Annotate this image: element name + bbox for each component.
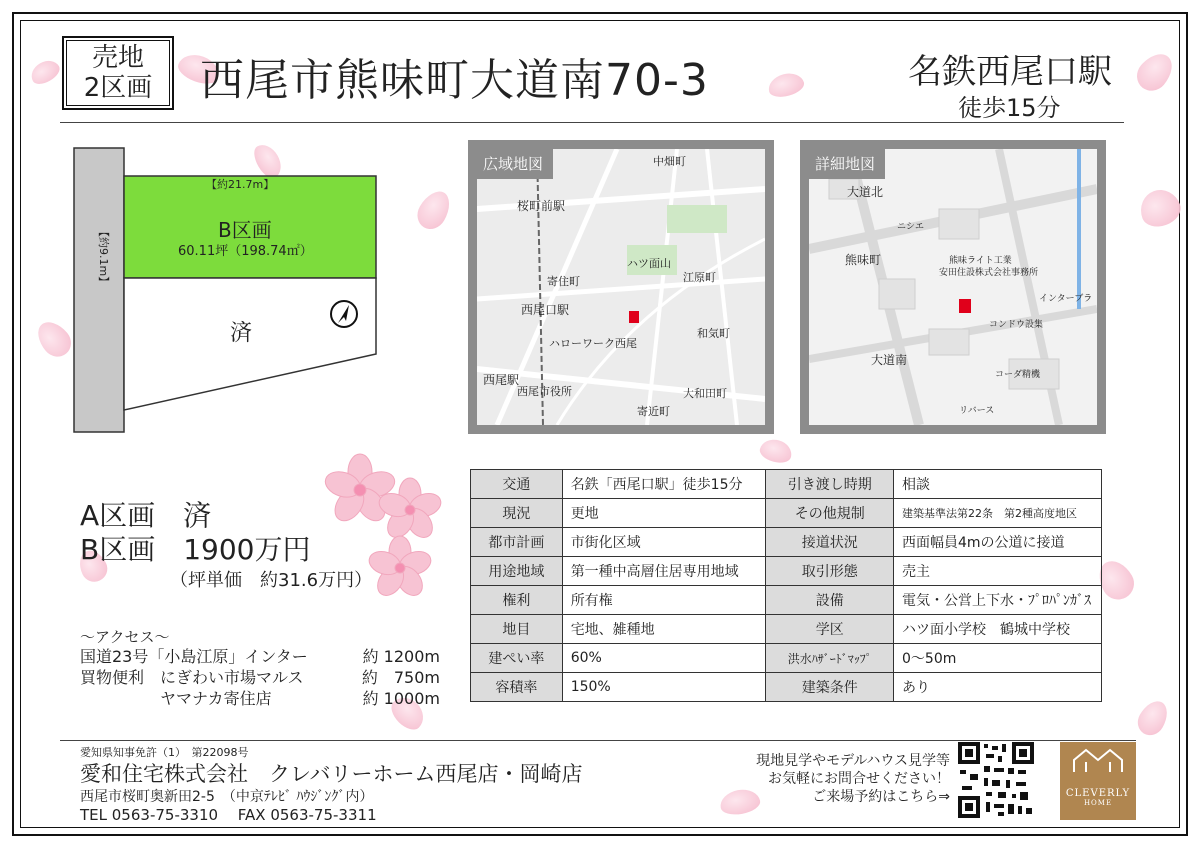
table-row xyxy=(471,499,1102,528)
table-value: 建築基準法第22条 第2種高度地区 xyxy=(894,499,1102,528)
table-row xyxy=(471,557,1102,586)
license-number: 愛知県知事免許（1） 第22098号 xyxy=(80,746,249,759)
access-row xyxy=(80,688,440,709)
contact-cta xyxy=(730,752,950,806)
table-key: 地目 xyxy=(471,615,563,644)
sale-badge xyxy=(66,40,170,106)
wide-map-label: 広域地図 xyxy=(477,149,553,179)
detail-map-place: 熊味ライト工業 xyxy=(949,256,1012,266)
plot-b-name: B区画 xyxy=(218,218,272,242)
wide-map-place: 寄住町 xyxy=(547,275,580,288)
table-value: 名鉄「西尾口駅」徒歩15分 xyxy=(562,470,766,499)
compass-icon xyxy=(331,301,357,327)
table-key: 現況 xyxy=(471,499,563,528)
wide-map-place: 寄近町 xyxy=(637,405,670,418)
access-distance: 約 1200m xyxy=(362,647,440,666)
access-label: 買物便利 にぎわい市場マルス xyxy=(80,668,304,687)
wide-map-place: ハツ面山 xyxy=(627,257,671,270)
detail-map-place: 安田住設株式会社事務所 xyxy=(939,268,1039,278)
table-key: 建築条件 xyxy=(766,673,894,702)
cta-line: 現地見学やモデルハウス見学等 xyxy=(756,753,950,769)
access-distance: 約 750m xyxy=(361,668,440,687)
access-heading: ～アクセス～ xyxy=(80,628,170,646)
table-row xyxy=(471,586,1102,615)
table-value: 更地 xyxy=(562,499,766,528)
wide-map-place: 西尾口駅 xyxy=(521,303,570,317)
access-label: 国道23号「小島江原」インター xyxy=(80,647,308,666)
plot-depth-label: 【約9.1m】 xyxy=(97,226,110,288)
access-row xyxy=(80,646,440,667)
table-row xyxy=(471,615,1102,644)
footer-divider xyxy=(60,740,1136,741)
table-row xyxy=(471,644,1102,673)
detail-map-canvas[interactable] xyxy=(809,149,1097,425)
detail-map-place: ニシエ xyxy=(897,222,925,232)
table-value: 西面幅員4mの公道に接道 xyxy=(894,528,1102,557)
detail-map-place: 大道北 xyxy=(847,185,884,199)
table-key: 学区 xyxy=(766,615,894,644)
house-logo-icon xyxy=(1060,742,1136,778)
company-address: 西尾市桜町奥新田2-5 （中京ﾃﾚﾋﾞ ﾊｳｼﾞﾝｸﾞ内） xyxy=(80,789,374,805)
wide-map-place: 和気町 xyxy=(697,327,730,340)
table-row xyxy=(471,673,1102,702)
table-key: 設備 xyxy=(766,586,894,615)
table-value: 150% xyxy=(562,673,766,702)
access-distance: 約 1000m xyxy=(362,689,440,708)
detail-map[interactable] xyxy=(800,140,1106,434)
wide-map-place: ハローワーク西尾 xyxy=(549,337,637,350)
detail-map-place: インターブラ xyxy=(1039,294,1093,304)
property-address-title: 西尾市熊味町大道南70-3 xyxy=(200,55,709,106)
detail-map-place: リバース xyxy=(959,406,995,416)
badge-line1: 売地 xyxy=(91,43,144,73)
plot-b-area-label: 60.11坪（198.74㎡） xyxy=(178,244,313,259)
logo-text: CLEVERLY xyxy=(1065,788,1131,799)
cta-line: お気軽にお問合せください！ xyxy=(768,771,950,787)
table-key: 容積率 xyxy=(471,673,563,702)
table-value: 60% xyxy=(562,644,766,673)
cta-line: ご来場予約はこちら⇒ xyxy=(812,789,950,805)
wide-map-place: 西尾駅 xyxy=(483,373,520,387)
nearest-station: 名鉄西尾口駅 xyxy=(908,52,1112,92)
access-list xyxy=(80,646,440,709)
table-value: 電気・公営上下水・ﾌﾟﾛﾊﾟﾝｶﾞｽ xyxy=(894,586,1102,615)
wide-map-place: 桜町前駅 xyxy=(517,199,566,213)
table-key: 洪水ﾊｻﾞｰﾄﾞﾏｯﾌﾟ xyxy=(766,644,894,673)
unit-price: （坪単価 約31.6万円） xyxy=(170,570,373,591)
plot-diagram xyxy=(70,146,390,436)
detail-map-place: コーダ精機 xyxy=(995,370,1041,380)
table-key: 取引形態 xyxy=(766,557,894,586)
cleverly-home-logo[interactable] xyxy=(1060,742,1136,820)
detail-map-place: 熊味町 xyxy=(845,253,882,267)
table-key: 引き渡し時期 xyxy=(766,470,894,499)
table-key: 都市計画 xyxy=(471,528,563,557)
plot-width-label: 【約21.7m】 xyxy=(206,178,275,191)
detail-map-label: 詳細地図 xyxy=(809,149,885,179)
price-a-line: A区画 済 xyxy=(80,499,212,532)
access-row xyxy=(80,667,440,688)
map-marker-icon xyxy=(959,299,971,313)
logo-subtext: HOME xyxy=(1083,799,1113,807)
table-key: 交通 xyxy=(471,470,563,499)
access-label: ヤマナカ寄住店 xyxy=(80,689,272,708)
table-value: 所有権 xyxy=(562,586,766,615)
table-key: 権利 xyxy=(471,586,563,615)
table-key: その他規制 xyxy=(766,499,894,528)
badge-line2: 2区画 xyxy=(83,73,153,103)
wide-map-place: 大和田町 xyxy=(683,387,727,400)
table-value: ハツ面小学校 鶴城中学校 xyxy=(894,615,1102,644)
company-phone: TEL 0563-75-3310 FAX 0563-75-3311 xyxy=(80,806,377,824)
table-value: 0～50m xyxy=(894,644,1102,673)
qr-code-icon[interactable] xyxy=(958,742,1034,818)
table-row xyxy=(471,528,1102,557)
table-value: あり xyxy=(894,673,1102,702)
wide-map-place: 江原町 xyxy=(683,271,716,284)
property-details-table xyxy=(470,469,1102,702)
walk-time: 徒歩15分 xyxy=(958,94,1061,122)
table-row xyxy=(471,470,1102,499)
table-value: 第一種中高層住居専用地域 xyxy=(562,557,766,586)
road-strip xyxy=(74,148,124,432)
table-value: 市街化区域 xyxy=(562,528,766,557)
wide-map-place: 中畑町 xyxy=(653,155,686,168)
cherry-blossom-icon xyxy=(300,450,450,620)
detail-map-place: 大道南 xyxy=(871,353,908,367)
map-marker-icon xyxy=(629,311,639,323)
table-key: 建ぺい率 xyxy=(471,644,563,673)
company-name: 愛和住宅株式会社 クレバリーホーム西尾店・岡崎店 xyxy=(80,762,583,786)
price-b-line: B区画 1900万円 xyxy=(80,533,311,566)
table-key: 接道状況 xyxy=(766,528,894,557)
table-value: 売主 xyxy=(894,557,1102,586)
detail-map-place: コンドウ設集 xyxy=(989,320,1044,330)
wide-map-place: 西尾市役所 xyxy=(517,385,572,398)
table-value: 相談 xyxy=(894,470,1102,499)
wide-area-map[interactable] xyxy=(468,140,774,434)
table-value: 宅地、雑種地 xyxy=(562,615,766,644)
table-key: 用途地域 xyxy=(471,557,563,586)
wide-map-canvas[interactable] xyxy=(477,149,765,425)
header-divider xyxy=(60,122,1124,123)
plot-a-status: 済 xyxy=(230,321,253,346)
